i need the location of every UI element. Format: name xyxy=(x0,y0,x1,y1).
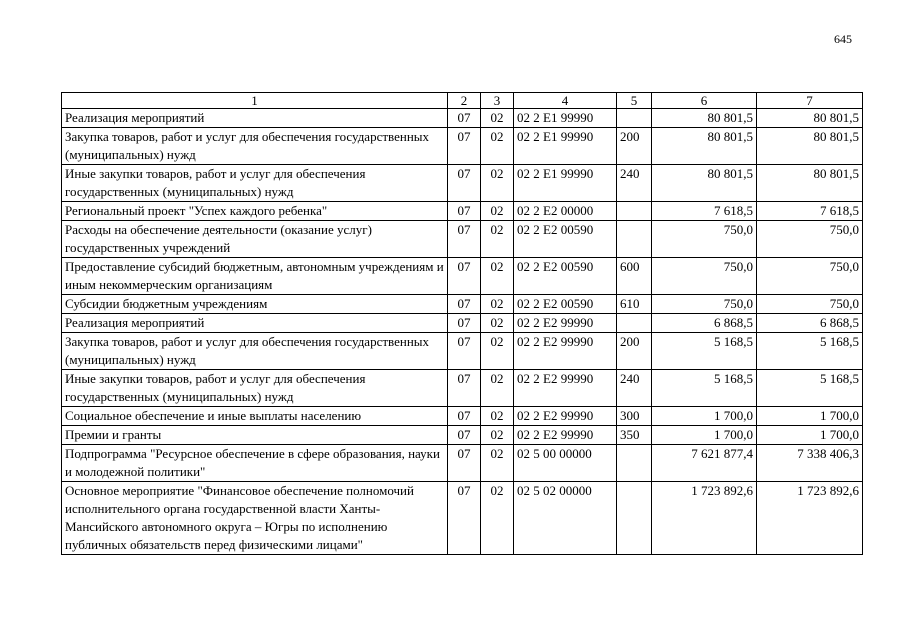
section-cell: 07 xyxy=(448,314,481,333)
target-article-cell: 02 5 00 00000 xyxy=(514,445,617,482)
subsection-cell: 02 xyxy=(481,426,514,445)
expense-type-cell xyxy=(617,202,652,221)
table-row xyxy=(62,314,863,333)
target-article-cell: 02 2 Е2 99990 xyxy=(514,407,617,426)
amount-year1-cell: 1 700,0 xyxy=(652,407,757,426)
section-cell: 07 xyxy=(448,445,481,482)
target-article-cell: 02 2 Е2 00590 xyxy=(514,258,617,295)
amount-year1-cell: 1 700,0 xyxy=(652,426,757,445)
target-article-cell: 02 2 Е2 00590 xyxy=(514,221,617,258)
row-name-cell: Премии и гранты xyxy=(62,426,448,445)
subsection-cell: 02 xyxy=(481,258,514,295)
section-cell: 07 xyxy=(448,482,481,555)
table-row xyxy=(62,202,863,221)
section-cell: 07 xyxy=(448,370,481,407)
target-article-cell: 02 2 Е2 99990 xyxy=(514,370,617,407)
amount-year1-cell: 5 168,5 xyxy=(652,370,757,407)
amount-year2-cell: 7 338 406,3 xyxy=(757,445,863,482)
amount-year2-cell: 750,0 xyxy=(757,221,863,258)
subsection-cell: 02 xyxy=(481,295,514,314)
row-name-cell: Закупка товаров, работ и услуг для обеспечения государственных (муниципальных) нужд xyxy=(62,333,448,370)
row-name-cell: Закупка товаров, работ и услуг для обеспечения государственных (муниципальных) нужд xyxy=(62,128,448,165)
target-article-cell: 02 2 Е1 99990 xyxy=(514,109,617,128)
target-article-cell: 02 2 Е2 99990 xyxy=(514,333,617,370)
row-name-cell: Реализация мероприятий xyxy=(62,109,448,128)
amount-year1-cell: 750,0 xyxy=(652,221,757,258)
row-name-cell: Предоставление субсидий бюджетным, автономным учреждениям и иным некоммерческим организациям xyxy=(62,258,448,295)
subsection-cell: 02 xyxy=(481,370,514,407)
column-header: 2 xyxy=(448,93,481,109)
section-cell: 07 xyxy=(448,295,481,314)
column-header: 6 xyxy=(652,93,757,109)
section-cell: 07 xyxy=(448,165,481,202)
target-article-cell: 02 2 Е2 99990 xyxy=(514,426,617,445)
page-number: 645 xyxy=(834,32,852,46)
row-name-cell: Субсидии бюджетным учреждениям xyxy=(62,295,448,314)
expense-type-cell xyxy=(617,221,652,258)
amount-year2-cell: 5 168,5 xyxy=(757,333,863,370)
section-cell: 07 xyxy=(448,258,481,295)
section-cell: 07 xyxy=(448,426,481,445)
amount-year2-cell: 1 700,0 xyxy=(757,407,863,426)
expense-type-cell xyxy=(617,109,652,128)
subsection-cell: 02 xyxy=(481,128,514,165)
expense-type-cell xyxy=(617,482,652,555)
amount-year2-cell: 80 801,5 xyxy=(757,128,863,165)
section-cell: 07 xyxy=(448,109,481,128)
expense-type-cell: 200 xyxy=(617,128,652,165)
table-row xyxy=(62,165,863,202)
table-row xyxy=(62,482,863,555)
amount-year1-cell: 1 723 892,6 xyxy=(652,482,757,555)
row-name-cell: Расходы на обеспечение деятельности (оказание услуг) государственных учреждений xyxy=(62,221,448,258)
amount-year1-cell: 7 618,5 xyxy=(652,202,757,221)
amount-year2-cell: 80 801,5 xyxy=(757,109,863,128)
amount-year2-cell: 5 168,5 xyxy=(757,370,863,407)
row-name-cell: Региональный проект "Успех каждого ребенка" xyxy=(62,202,448,221)
amount-year1-cell: 80 801,5 xyxy=(652,128,757,165)
expense-type-cell: 240 xyxy=(617,370,652,407)
target-article-cell: 02 5 02 00000 xyxy=(514,482,617,555)
target-article-cell: 02 2 Е1 99990 xyxy=(514,128,617,165)
target-article-cell: 02 2 Е2 99990 xyxy=(514,314,617,333)
column-header: 4 xyxy=(514,93,617,109)
row-name-cell: Социальное обеспечение и иные выплаты населению xyxy=(62,407,448,426)
table-row xyxy=(62,407,863,426)
table-row xyxy=(62,109,863,128)
amount-year2-cell: 1 723 892,6 xyxy=(757,482,863,555)
section-cell: 07 xyxy=(448,128,481,165)
row-name-cell: Реализация мероприятий xyxy=(62,314,448,333)
expense-type-cell xyxy=(617,314,652,333)
column-header: 7 xyxy=(757,93,863,109)
row-name-cell: Иные закупки товаров, работ и услуг для обеспечения государственных (муниципальных) нужд xyxy=(62,165,448,202)
table-row xyxy=(62,221,863,258)
expense-type-cell xyxy=(617,445,652,482)
section-cell: 07 xyxy=(448,221,481,258)
subsection-cell: 02 xyxy=(481,333,514,370)
table-row xyxy=(62,128,863,165)
expense-type-cell: 610 xyxy=(617,295,652,314)
amount-year2-cell: 750,0 xyxy=(757,258,863,295)
subsection-cell: 02 xyxy=(481,482,514,555)
subsection-cell: 02 xyxy=(481,314,514,333)
subsection-cell: 02 xyxy=(481,202,514,221)
amount-year2-cell: 80 801,5 xyxy=(757,165,863,202)
section-cell: 07 xyxy=(448,202,481,221)
subsection-cell: 02 xyxy=(481,407,514,426)
table-row xyxy=(62,333,863,370)
table-header-row xyxy=(62,93,863,109)
amount-year1-cell: 7 621 877,4 xyxy=(652,445,757,482)
column-header: 3 xyxy=(481,93,514,109)
amount-year2-cell: 6 868,5 xyxy=(757,314,863,333)
expense-type-cell: 200 xyxy=(617,333,652,370)
expense-type-cell: 240 xyxy=(617,165,652,202)
target-article-cell: 02 2 Е2 00000 xyxy=(514,202,617,221)
subsection-cell: 02 xyxy=(481,165,514,202)
section-cell: 07 xyxy=(448,407,481,426)
table-row xyxy=(62,445,863,482)
column-header: 5 xyxy=(617,93,652,109)
table-row xyxy=(62,370,863,407)
table-row xyxy=(62,295,863,314)
expense-type-cell: 600 xyxy=(617,258,652,295)
expense-type-cell: 350 xyxy=(617,426,652,445)
amount-year1-cell: 80 801,5 xyxy=(652,165,757,202)
amount-year1-cell: 5 168,5 xyxy=(652,333,757,370)
target-article-cell: 02 2 Е2 00590 xyxy=(514,295,617,314)
amount-year1-cell: 750,0 xyxy=(652,295,757,314)
row-name-cell: Основное мероприятие "Финансовое обеспечение полномочий исполнительного органа государственной власти Ханты-Мансийского автономного округа – Югры по исполнению публичных обязательств перед физическими лицами" xyxy=(62,482,448,555)
amount-year1-cell: 750,0 xyxy=(652,258,757,295)
budget-table xyxy=(61,92,863,555)
expense-type-cell: 300 xyxy=(617,407,652,426)
row-name-cell: Подпрограмма "Ресурсное обеспечение в сфере образования, науки и молодежной политики" xyxy=(62,445,448,482)
amount-year2-cell: 750,0 xyxy=(757,295,863,314)
amount-year1-cell: 80 801,5 xyxy=(652,109,757,128)
target-article-cell: 02 2 Е1 99990 xyxy=(514,165,617,202)
amount-year2-cell: 1 700,0 xyxy=(757,426,863,445)
column-header: 1 xyxy=(62,93,448,109)
subsection-cell: 02 xyxy=(481,109,514,128)
amount-year2-cell: 7 618,5 xyxy=(757,202,863,221)
section-cell: 07 xyxy=(448,333,481,370)
amount-year1-cell: 6 868,5 xyxy=(652,314,757,333)
table-row xyxy=(62,258,863,295)
row-name-cell: Иные закупки товаров, работ и услуг для обеспечения государственных (муниципальных) нужд xyxy=(62,370,448,407)
subsection-cell: 02 xyxy=(481,445,514,482)
subsection-cell: 02 xyxy=(481,221,514,258)
table-row xyxy=(62,426,863,445)
